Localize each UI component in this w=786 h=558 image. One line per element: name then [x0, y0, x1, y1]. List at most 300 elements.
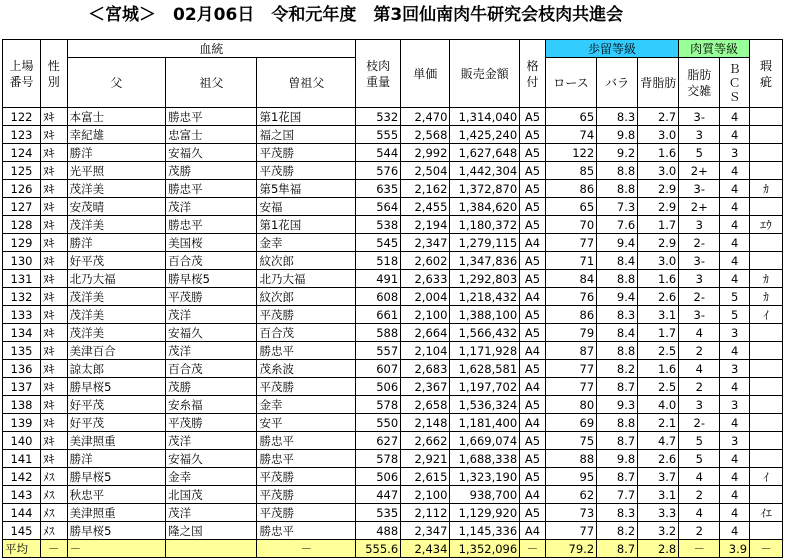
cell-lot-no: 136 [3, 360, 41, 378]
cell-lot-no: 125 [3, 162, 41, 180]
cell-defect [750, 162, 783, 180]
cell-loin: 71 [545, 252, 596, 270]
cell-defect: ｶ [750, 288, 783, 306]
cell-loin: 70 [545, 216, 596, 234]
cell-grade: A5 [520, 396, 546, 414]
cell-loin: 73 [545, 504, 596, 522]
cell-lot-no: 142 [3, 468, 41, 486]
cell-sex: ﾇｷ [40, 234, 67, 252]
cell-lot-no: 129 [3, 234, 41, 252]
cell-defect [750, 342, 783, 360]
cell-marbling: 3- [679, 180, 720, 198]
cell-sales: 1,384,620 [450, 198, 520, 216]
table-row [3, 486, 783, 504]
cell-grade: A4 [520, 378, 546, 396]
cell-grade: A5 [520, 144, 546, 162]
cell-sex: ﾇｷ [40, 288, 67, 306]
cell-bcs: 4 [720, 504, 750, 522]
cell-father: 茂洋美 [67, 216, 166, 234]
cell-father: 茂洋美 [67, 180, 166, 198]
cell-rib: 9.4 [597, 234, 638, 252]
cell-sales: 1,347,836 [450, 252, 520, 270]
cell-back-fat: 2.6 [638, 288, 679, 306]
cell-father: 美津照重 [67, 504, 166, 522]
cell-father: 北乃大福 [67, 270, 166, 288]
table-row [3, 108, 783, 126]
cell-grandfather: 勝忠平 [166, 108, 257, 126]
cell-grade: A5 [520, 126, 546, 144]
cell-rib: 8.7 [597, 432, 638, 450]
cell-weight: 557 [356, 342, 401, 360]
cell-loin: 77 [545, 234, 596, 252]
cell-unit-price: 2,347 [401, 234, 450, 252]
cell-grandfather: 安糸福 [166, 396, 257, 414]
cell-loin: 75 [545, 432, 596, 450]
cell-back-fat: 2.5 [638, 378, 679, 396]
table-row [3, 306, 783, 324]
cell-sex: － [40, 540, 67, 558]
cell-marbling: 3- [679, 306, 720, 324]
cell-rib: 8.8 [597, 180, 638, 198]
cell-grandfather: 北国茂 [166, 486, 257, 504]
header-quality-group: 肉質等級 [679, 40, 750, 58]
cell-weight: 635 [356, 180, 401, 198]
cell-unit-price: 2,347 [401, 522, 450, 540]
cell-great-grandfather: 紋次郎 [257, 288, 356, 306]
cell-bcs: 4 [720, 216, 750, 234]
cell-lot-no: 127 [3, 198, 41, 216]
cell-back-fat: 3.1 [638, 486, 679, 504]
table-row [3, 342, 783, 360]
cell-marbling: 4 [679, 324, 720, 342]
cell-loin: 84 [545, 270, 596, 288]
cell-weight: 607 [356, 360, 401, 378]
cell-defect: ｴｳ [750, 216, 783, 234]
cell-grade: A4 [520, 414, 546, 432]
table-row [3, 270, 783, 288]
cell-grandfather: 茂洋 [166, 342, 257, 360]
cell-back-fat: 1.7 [638, 324, 679, 342]
cell-loin: 69 [545, 414, 596, 432]
cell-grandfather: 百合茂 [166, 360, 257, 378]
cell-great-grandfather: 金幸 [257, 396, 356, 414]
cell-lot-no: 131 [3, 270, 41, 288]
cell-bcs: 3 [720, 144, 750, 162]
cell-marbling: 2 [679, 342, 720, 360]
table-row [3, 198, 783, 216]
cell-sex: ﾇｷ [40, 270, 67, 288]
cell-sales: 1,566,432 [450, 324, 520, 342]
cell-unit-price: 2,148 [401, 414, 450, 432]
cell-bcs: 4 [720, 468, 750, 486]
cell-sales: 1,218,432 [450, 288, 520, 306]
cell-defect: ｲｴ [750, 504, 783, 522]
cell-weight: 576 [356, 162, 401, 180]
cell-great-grandfather: 第1花国 [257, 108, 356, 126]
cell-rib: 9.8 [597, 450, 638, 468]
cell-sex: ﾒｽ [40, 522, 67, 540]
cell-bcs: 4 [720, 126, 750, 144]
cell-sex: ﾇｷ [40, 432, 67, 450]
cell-bcs: 5 [720, 306, 750, 324]
cell-bcs: 4 [720, 108, 750, 126]
cell-great-grandfather: 金幸 [257, 234, 356, 252]
cell-back-fat: 1.6 [638, 144, 679, 162]
cell-weight: 518 [356, 252, 401, 270]
cell-great-grandfather: 安福 [257, 198, 356, 216]
cell-unit-price: 2,658 [401, 396, 450, 414]
cell-unit-price: 2,568 [401, 126, 450, 144]
cell-father: 諒太郎 [67, 360, 166, 378]
cell-marbling: 4 [679, 468, 720, 486]
header-back-fat: 背脂肪 [638, 58, 679, 108]
cell-weight: 578 [356, 450, 401, 468]
cell-loin: 86 [545, 306, 596, 324]
cell-weight: 506 [356, 378, 401, 396]
cell-loin: 86 [545, 180, 596, 198]
cell-loin: 85 [545, 162, 596, 180]
cell-great-grandfather: 平茂勝 [257, 306, 356, 324]
cell-defect: ｲ [750, 306, 783, 324]
cell-sales: 1,129,920 [450, 504, 520, 522]
cell-rib: 8.8 [597, 270, 638, 288]
table-row [3, 144, 783, 162]
cell-sales: 1,536,324 [450, 396, 520, 414]
cell-loin: 77 [545, 378, 596, 396]
cell-marbling: 2- [679, 288, 720, 306]
cell-back-fat: 2.7 [638, 108, 679, 126]
cell-loin: 62 [545, 486, 596, 504]
cell-rib: 9.8 [597, 126, 638, 144]
cell-back-fat: 2.5 [638, 342, 679, 360]
cell-father: 勝洋 [67, 234, 166, 252]
cell-loin: 65 [545, 198, 596, 216]
cell-marbling: － [679, 540, 720, 558]
cell-back-fat: 2.9 [638, 180, 679, 198]
cell-grandfather: 安福久 [166, 144, 257, 162]
cell-sex: ﾇｷ [40, 198, 67, 216]
cell-weight: 578 [356, 396, 401, 414]
cell-weight: 506 [356, 468, 401, 486]
cell-grandfather: 勝早桜5 [166, 270, 257, 288]
cell-great-grandfather: 安平 [257, 414, 356, 432]
cell-sex: ﾇｷ [40, 396, 67, 414]
cell-sex: ﾇｷ [40, 144, 67, 162]
cell-grade: A5 [520, 360, 546, 378]
header-grandfather: 祖父 [166, 58, 257, 108]
header-loin: ロース [545, 58, 596, 108]
cell-great-grandfather: 平茂勝 [257, 162, 356, 180]
cell-defect [750, 252, 783, 270]
cell-defect [750, 360, 783, 378]
cell-bcs: 3 [720, 360, 750, 378]
cell-bcs: 4 [720, 252, 750, 270]
cell-father: 勝洋 [67, 450, 166, 468]
table-row [3, 504, 783, 522]
cell-bcs: 4 [720, 486, 750, 504]
cell-sex: ﾇｷ [40, 324, 67, 342]
cell-loin: 80 [545, 396, 596, 414]
cell-unit-price: 2,455 [401, 198, 450, 216]
cell-back-fat: 2.9 [638, 198, 679, 216]
cell-grade: A5 [520, 450, 546, 468]
cell-grade: － [520, 540, 546, 558]
cell-bcs: 3 [720, 396, 750, 414]
cell-unit-price: 2,162 [401, 180, 450, 198]
header-unit-price: 単価 [401, 40, 450, 108]
cell-father: 光平照 [67, 162, 166, 180]
cell-grandfather: 茂勝 [166, 378, 257, 396]
cell-sex: ﾇｷ [40, 216, 67, 234]
cell-marbling: 3- [679, 252, 720, 270]
cell-grandfather: 茂勝 [166, 162, 257, 180]
cell-grade: A5 [520, 252, 546, 270]
cell-rib: 8.4 [597, 252, 638, 270]
cell-back-fat: 4.7 [638, 432, 679, 450]
cell-defect [750, 198, 783, 216]
cell-unit-price: 2,470 [401, 108, 450, 126]
cell-marbling: 4 [679, 504, 720, 522]
cell-sex: ﾇｷ [40, 450, 67, 468]
cell-lot-no: 134 [3, 324, 41, 342]
cell-weight: 535 [356, 504, 401, 522]
cell-back-fat: 1.6 [638, 360, 679, 378]
cell-great-grandfather: 平茂勝 [257, 144, 356, 162]
cell-loin: 95 [545, 468, 596, 486]
cell-lot-no: 145 [3, 522, 41, 540]
cell-unit-price: 2,004 [401, 288, 450, 306]
cell-back-fat: 3.2 [638, 522, 679, 540]
cell-father: 好平茂 [67, 414, 166, 432]
cell-sales: 1,352,096 [450, 540, 520, 558]
header-lot-no: 上場 番号 [3, 40, 41, 108]
table-row [3, 414, 783, 432]
cell-lot-no: 144 [3, 504, 41, 522]
header-rib: バラ [597, 58, 638, 108]
cell-unit-price: 2,367 [401, 378, 450, 396]
cell-weight: 550 [356, 414, 401, 432]
cell-father: 茂洋美 [67, 288, 166, 306]
cell-rib: 9.4 [597, 288, 638, 306]
results-table [2, 39, 783, 558]
cell-father: 茂洋美 [67, 306, 166, 324]
cell-rib: 8.2 [597, 522, 638, 540]
cell-sales: 1,181,400 [450, 414, 520, 432]
cell-lot-no: 122 [3, 108, 41, 126]
cell-marbling: 3 [679, 270, 720, 288]
cell-great-grandfather: 平茂勝 [257, 486, 356, 504]
cell-father: 勝早桜5 [67, 378, 166, 396]
cell-unit-price: 2,112 [401, 504, 450, 522]
cell-weight: 491 [356, 270, 401, 288]
cell-grade: A4 [520, 288, 546, 306]
cell-lot-no: 143 [3, 486, 41, 504]
cell-great-grandfather: 平茂勝 [257, 468, 356, 486]
cell-grandfather: 安福久 [166, 324, 257, 342]
cell-grandfather: 茂洋 [166, 504, 257, 522]
header-bcs: Ｂ Ｃ Ｓ [720, 58, 750, 108]
cell-loin: 122 [545, 144, 596, 162]
cell-bcs: 4 [720, 180, 750, 198]
cell-great-grandfather: － [257, 540, 356, 558]
cell-defect: ｶ [750, 270, 783, 288]
cell-rib: 8.7 [597, 468, 638, 486]
table-row [3, 396, 783, 414]
table-row [3, 450, 783, 468]
cell-marbling: 5 [679, 432, 720, 450]
cell-sex: ﾇｷ [40, 108, 67, 126]
cell-great-grandfather: 勝忠平 [257, 432, 356, 450]
cell-grandfather: 茂洋 [166, 198, 257, 216]
cell-marbling: 5 [679, 450, 720, 468]
cell-sex: ﾇｷ [40, 378, 67, 396]
cell-sex: ﾇｷ [40, 306, 67, 324]
cell-unit-price: 2,602 [401, 252, 450, 270]
cell-grade: A5 [520, 180, 546, 198]
cell-back-fat: 3.0 [638, 252, 679, 270]
cell-bcs: 3 [720, 432, 750, 450]
cell-rib: 7.3 [597, 198, 638, 216]
cell-great-grandfather: 第5隼福 [257, 180, 356, 198]
cell-great-grandfather: 勝忠平 [257, 342, 356, 360]
cell-sales: 1,145,336 [450, 522, 520, 540]
cell-unit-price: 2,100 [401, 306, 450, 324]
cell-grandfather: 美国桜 [166, 234, 257, 252]
cell-grandfather: 安福久 [166, 450, 257, 468]
cell-sex: ﾒｽ [40, 504, 67, 522]
cell-great-grandfather: 勝忠平 [257, 450, 356, 468]
cell-sales: 1,442,304 [450, 162, 520, 180]
cell-sales: 1,425,240 [450, 126, 520, 144]
cell-back-fat: 3.1 [638, 306, 679, 324]
page-title: ＜宮城＞ 02月06日 令和元年度 第3回仙南肉牛研究会枝肉共進会 [88, 5, 624, 25]
cell-marbling: 3 [679, 126, 720, 144]
cell-unit-price: 2,662 [401, 432, 450, 450]
cell-defect [750, 378, 783, 396]
cell-defect [750, 144, 783, 162]
cell-father: 安茂晴 [67, 198, 166, 216]
cell-weight: 555 [356, 126, 401, 144]
cell-lot-no: 132 [3, 288, 41, 306]
cell-father: 勝早桜5 [67, 522, 166, 540]
cell-sex: ﾇｷ [40, 162, 67, 180]
cell-sex: ﾇｷ [40, 252, 67, 270]
cell-weight: 532 [356, 108, 401, 126]
cell-weight: 545 [356, 234, 401, 252]
header-sex: 性 別 [40, 40, 67, 108]
cell-grade: A5 [520, 504, 546, 522]
table-row [3, 252, 783, 270]
cell-rib: 8.7 [597, 378, 638, 396]
header-defect: 瑕 疵 [750, 40, 783, 108]
cell-marbling: 2 [679, 522, 720, 540]
cell-unit-price: 2,434 [401, 540, 450, 558]
cell-sales: 1,688,338 [450, 450, 520, 468]
cell-back-fat: 1.7 [638, 216, 679, 234]
cell-unit-price: 2,104 [401, 342, 450, 360]
cell-back-fat: 3.3 [638, 504, 679, 522]
cell-lot-no: 141 [3, 450, 41, 468]
cell-loin: 76 [545, 288, 596, 306]
cell-grade: A4 [520, 342, 546, 360]
cell-defect: ｲ [750, 468, 783, 486]
average-row [3, 540, 783, 558]
cell-defect [750, 450, 783, 468]
cell-lot-no: 130 [3, 252, 41, 270]
cell-father: 勝早桜5 [67, 468, 166, 486]
header-father: 父 [67, 58, 166, 108]
cell-great-grandfather: 福之国 [257, 126, 356, 144]
cell-great-grandfather: 紋次郎 [257, 252, 356, 270]
cell-weight: 488 [356, 522, 401, 540]
cell-father: 好平茂 [67, 252, 166, 270]
cell-unit-price: 2,504 [401, 162, 450, 180]
cell-sex: ﾇｷ [40, 414, 67, 432]
cell-lot-no: 123 [3, 126, 41, 144]
cell-defect [750, 396, 783, 414]
cell-sales: 1,279,115 [450, 234, 520, 252]
cell-defect [750, 108, 783, 126]
cell-lot-no: 133 [3, 306, 41, 324]
cell-grade: A4 [520, 522, 546, 540]
cell-sales: 1,372,870 [450, 180, 520, 198]
cell-weight: 538 [356, 216, 401, 234]
cell-bcs: 4 [720, 522, 750, 540]
cell-marbling: 2 [679, 486, 720, 504]
cell-grade: A5 [520, 432, 546, 450]
cell-unit-price: 2,633 [401, 270, 450, 288]
cell-grandfather: 金幸 [166, 468, 257, 486]
cell-marbling: 3 [679, 216, 720, 234]
header-lineage: 血統 [67, 40, 355, 58]
cell-grandfather: 忠富士 [166, 126, 257, 144]
cell-father: － [67, 540, 166, 558]
cell-father: 美津百合 [67, 342, 166, 360]
cell-rib: 8.8 [597, 162, 638, 180]
cell-sales: 1,197,702 [450, 378, 520, 396]
cell-sales: 1,669,074 [450, 432, 520, 450]
cell-defect [750, 126, 783, 144]
cell-bcs: 4 [720, 450, 750, 468]
cell-grade: A5 [520, 198, 546, 216]
cell-defect: ｶ [750, 180, 783, 198]
cell-unit-price: 2,992 [401, 144, 450, 162]
cell-marbling: 2- [679, 234, 720, 252]
cell-weight: 447 [356, 486, 401, 504]
cell-marbling: 2 [679, 378, 720, 396]
cell-marbling: 2+ [679, 162, 720, 180]
cell-great-grandfather: 北乃大福 [257, 270, 356, 288]
cell-sales: 1,323,190 [450, 468, 520, 486]
cell-rib: 8.7 [597, 540, 638, 558]
table-row [3, 522, 783, 540]
cell-father: 茂洋美 [67, 324, 166, 342]
cell-rib: 9.2 [597, 144, 638, 162]
cell-great-grandfather: 勝忠平 [257, 522, 356, 540]
cell-unit-price: 2,615 [401, 468, 450, 486]
table-row [3, 162, 783, 180]
cell-sales: 1,314,040 [450, 108, 520, 126]
cell-grandfather: 平茂勝 [166, 288, 257, 306]
cell-sex: ﾒｽ [40, 486, 67, 504]
cell-back-fat: 3.0 [638, 162, 679, 180]
cell-grandfather: 百合茂 [166, 252, 257, 270]
cell-rib: 8.3 [597, 108, 638, 126]
cell-bcs: 3.9 [720, 540, 750, 558]
cell-weight: 588 [356, 324, 401, 342]
cell-rib: 8.8 [597, 414, 638, 432]
cell-grade: A5 [520, 468, 546, 486]
